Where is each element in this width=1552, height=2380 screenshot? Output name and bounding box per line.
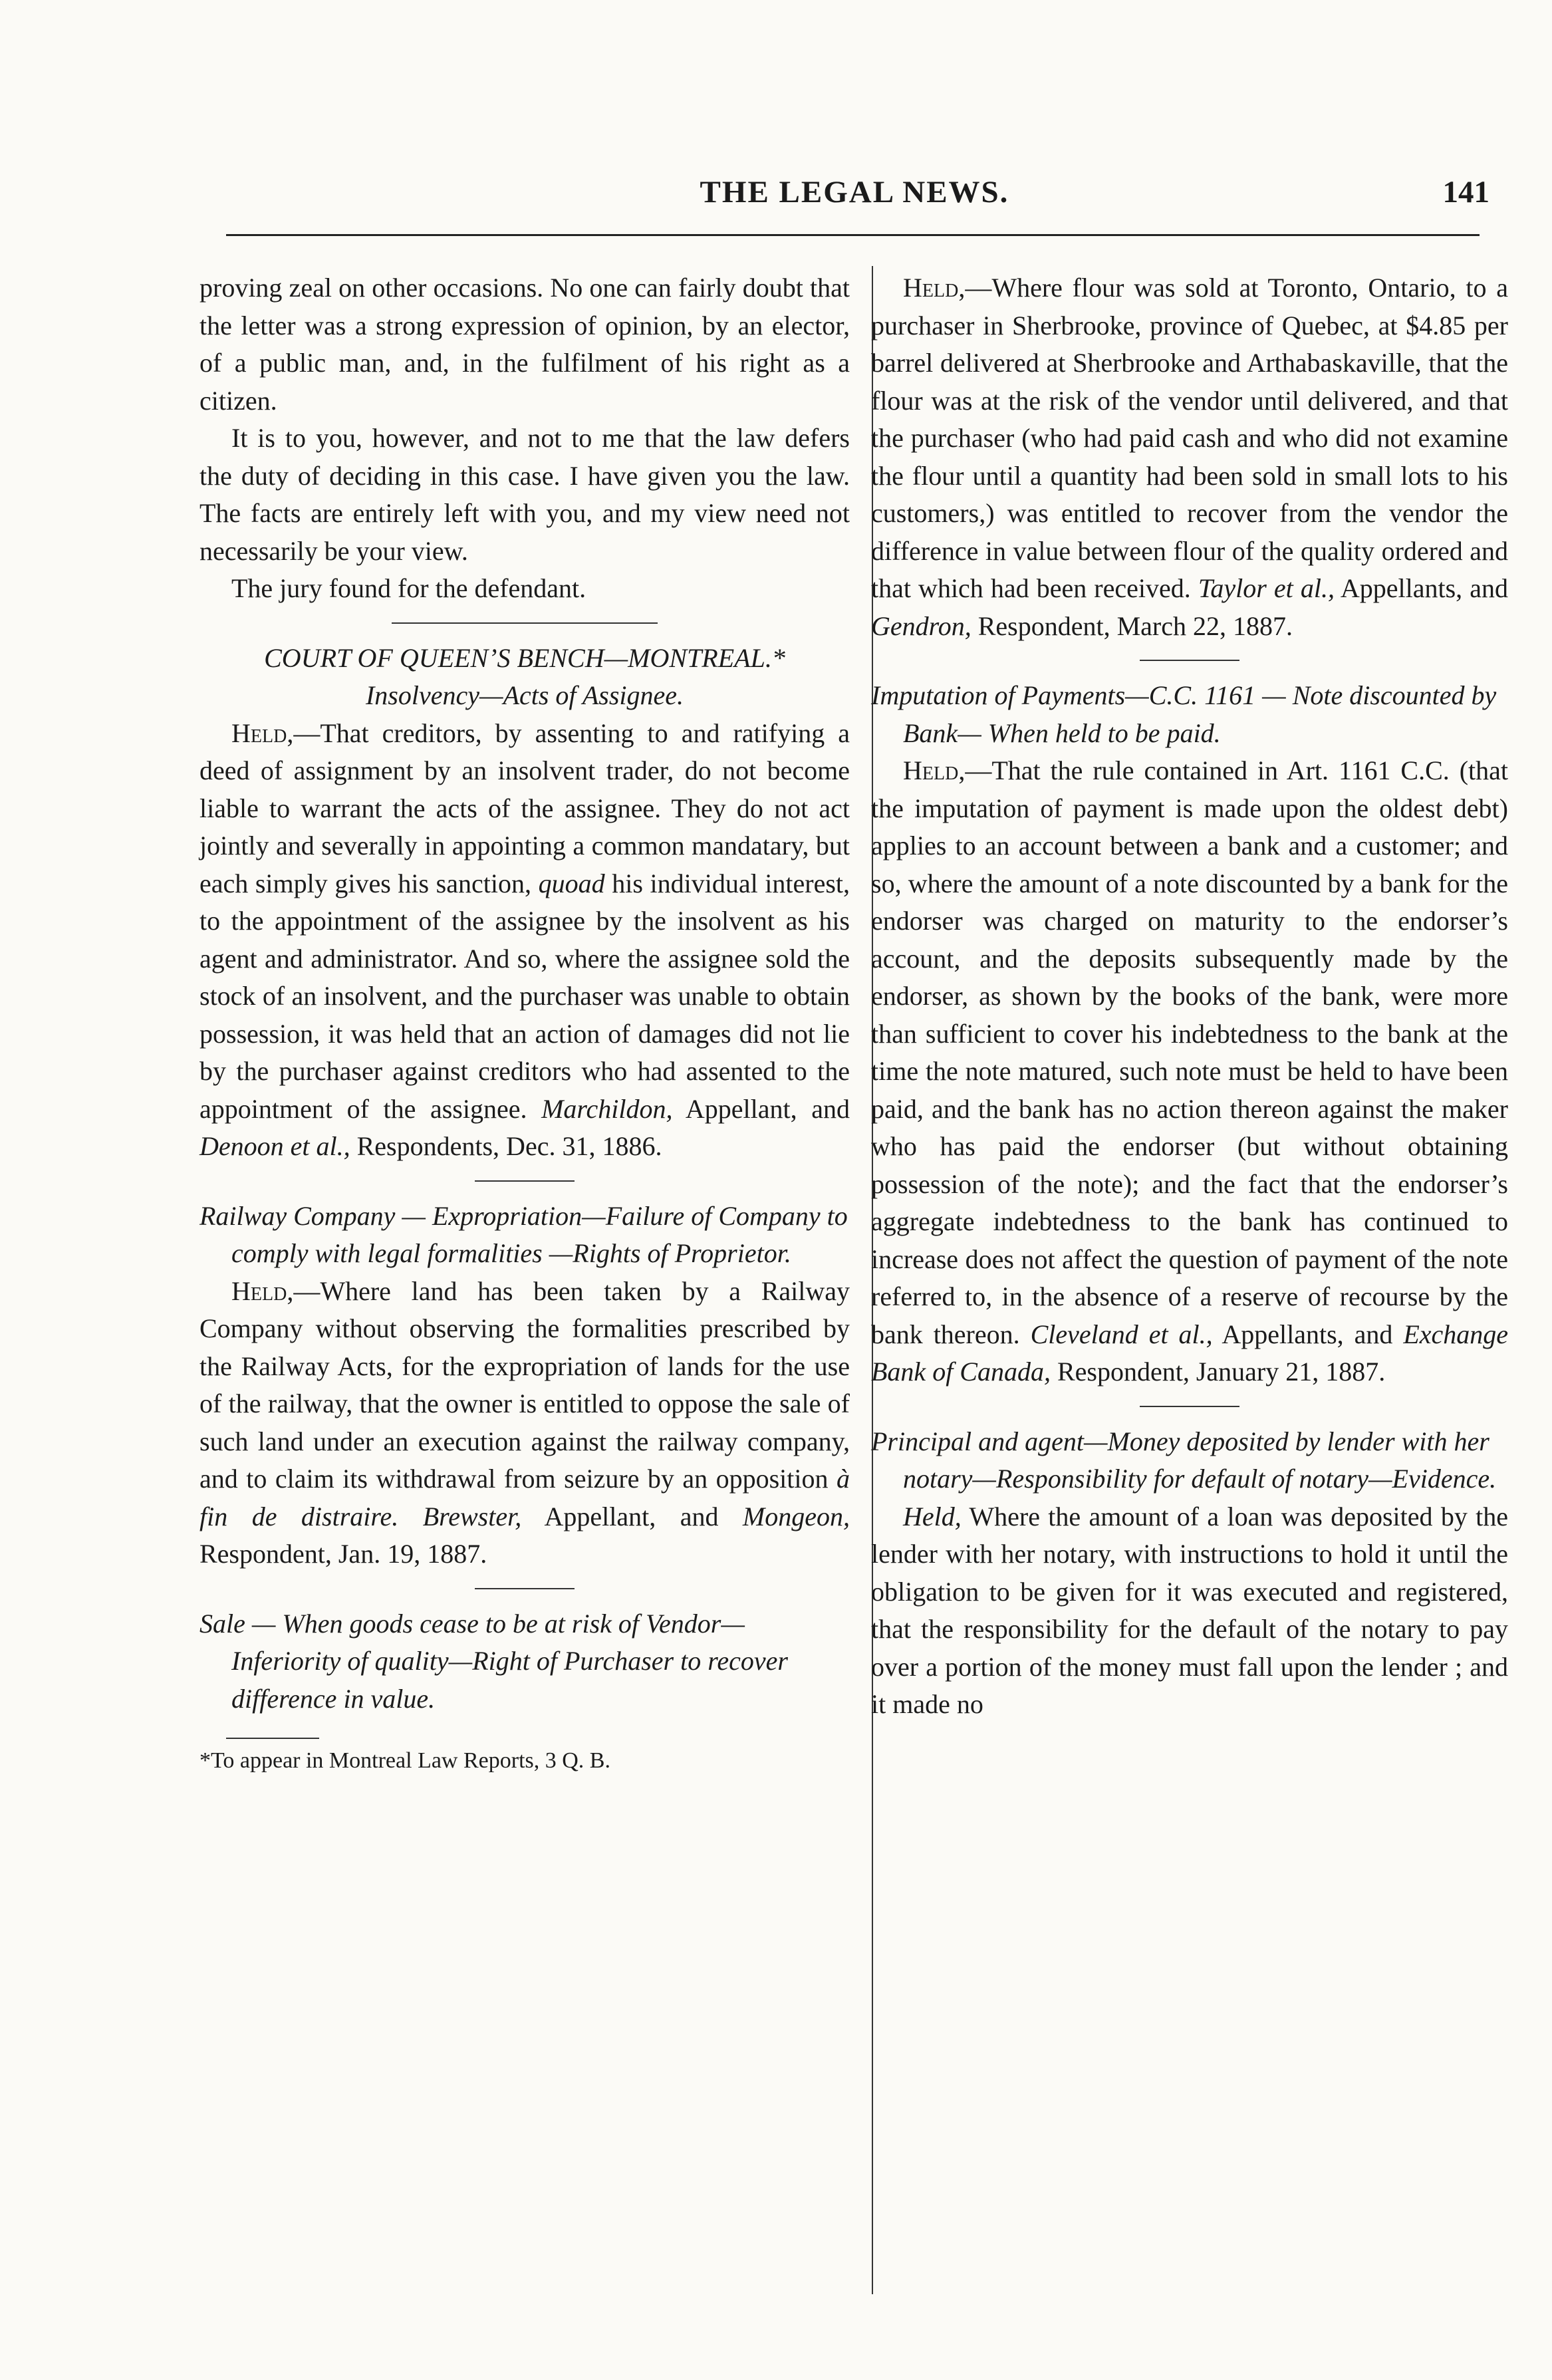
left-column [199, 269, 850, 1776]
running-header [219, 174, 1489, 227]
case-heading: Principal and agent—Money deposited by lender with her notary—Responsibility for default of notary—Evidence. [871, 1426, 1497, 1494]
held-label: Held, [231, 718, 294, 748]
held-label: Held, [903, 1501, 962, 1531]
right-column [871, 269, 1508, 1724]
case-heading: Railway Company — Expropriation—Failure of Company to comply with legal formalities —Rights of Proprietor. [199, 1200, 848, 1268]
footnote-rule [226, 1738, 319, 1739]
paragraph: proving zeal on other occasions. No one can fairly doubt that the letter was a strong expression of opinion, by an elector, of a public man, and, in the fulfilment of his right as a citizen. [199, 273, 850, 416]
party-name: Brewster, [422, 1501, 522, 1531]
held-label: Held, [903, 273, 966, 303]
case-heading: Sale — When goods cease to be at risk of Vendor—Inferiority of quality—Right of Purchaser to recover difference in value. [199, 1608, 788, 1714]
case-divider [475, 1588, 575, 1589]
case-text: Held,—That creditors, by assenting to and ratifying a deed of assignment by an insolvent trader, do not become liable to warrant the acts of the assignee. They do not act jointly and severally in appointing a common mandatary, but each simply gives his sanction, quoad his individual interest, to the appointment of the assignee by the insolvent as his agent and administrator. And so, where the assignee sold the stock of an insolvent, and the purchaser was unable to obtain possession, it was held that an action of damages did not lie by the purchaser against creditors who had assented to the appointment of the assignee. Marchildon, Appellant, and Denoon et al., Respondents, Dec. 31, 1886. [199, 718, 850, 1161]
paragraph: The jury found for the defendant. [231, 573, 586, 603]
court-heading: COURT OF QUEEN’S BENCH—MONTREAL.* [264, 642, 785, 673]
page-number: 141 [1442, 175, 1489, 209]
case-heading: Insolvency—Acts of Assignee. [365, 680, 684, 710]
footnote: *To appear in Montreal Law Reports, 3 Q. B. [199, 1748, 610, 1773]
case-text: Held, Where the amount of a loan was deposited by the lender with her notary, with instructions to hold it until the obligation to be given for it was executed and registered, that the responsibility for the default of the notary to pay over a portion of the money must fall upon the lender ; and it made no [871, 1501, 1509, 1719]
paragraph: It is to you, however, and not to me that the law defers the duty of deciding in this case. I have given you the law. The facts are entirely left with you, and my view need not necessarily be your view. [199, 423, 850, 566]
case-text: Held,—Where land has been taken by a Railway Company without observing the formalities prescribed by the Railway Acts, for the expropriation of lands for the use of the railway, that the owner is entitled to oppose the sale of such land under an execution against the railway company, and to claim its withdrawal from seizure by an opposition à fin de distraire. Brewster, Appellant, and Mongeon, Respondent, Jan. 19, 1887. [199, 1275, 850, 1569]
header-rule [226, 234, 1480, 236]
case-text: Held,—Where flour was sold at Toronto, Ontario, to a purchaser in Sherbrooke, province of Quebec, at $4.85 per barrel delivered at Sherbrooke and Arthabaskaville, that the flour was at the risk of the vendor until delivered, and that the purchaser (who had paid cash and who did not examine the flour until a quantity had been sold in small lots to his customers,) was entitled to recover from the vendor the difference in value between flour of the quality ordered and that which had been received. Taylor et al., Appellants, and Gendron, Respondent, March 22, 1887. [871, 273, 1509, 641]
held-label: Held, [903, 755, 966, 785]
case-heading: Imputation of Payments—C.C. 1161 — Note discounted by Bank— When held to be paid. [871, 680, 1497, 748]
section-divider [392, 622, 658, 624]
party-name: Denoon et al., [199, 1131, 350, 1161]
party-name: Exchange Bank of Canada, [871, 1319, 1509, 1387]
case-divider [1140, 1406, 1239, 1407]
case-divider [1140, 660, 1239, 661]
party-name: Marchildon, [541, 1093, 673, 1124]
party-name: Mongeon, [742, 1501, 850, 1531]
case-divider [475, 1180, 575, 1182]
journal-title: THE LEGAL NEWS. [700, 175, 1009, 209]
case-text: Held,—That the rule contained in Art. 1161 C.C. (that the imputation of payment is made upon the oldest debt) applies to an account between a bank and a customer; and so, where the amount of a note discounted by a bank for the endorser was charged on maturity to the endorser’s account, and the deposits subsequently made by the endorser, as shown by the books of the bank, were more than sufficient to cover his indebtedness to the bank at the time the note matured, such note must be held to have been paid, and the bank has no action thereon against the maker who has paid the endorser (but without obtaining possession of the note); and the fact that the endorser’s aggregate indebtedness to the bank has continued to increase does not affect the question of payment of the note referred to, in the absence of a reserve of recourse by the bank thereon. Cleveland et al., Appellants, and Exchange Bank of Canada, Respondent, January 21, 1887. [871, 755, 1509, 1387]
held-label: Held, [231, 1275, 294, 1306]
party-name: Cleveland et al., [1030, 1319, 1213, 1349]
party-name: Gendron, [871, 610, 971, 641]
party-name: Taylor et al., [1198, 573, 1335, 603]
